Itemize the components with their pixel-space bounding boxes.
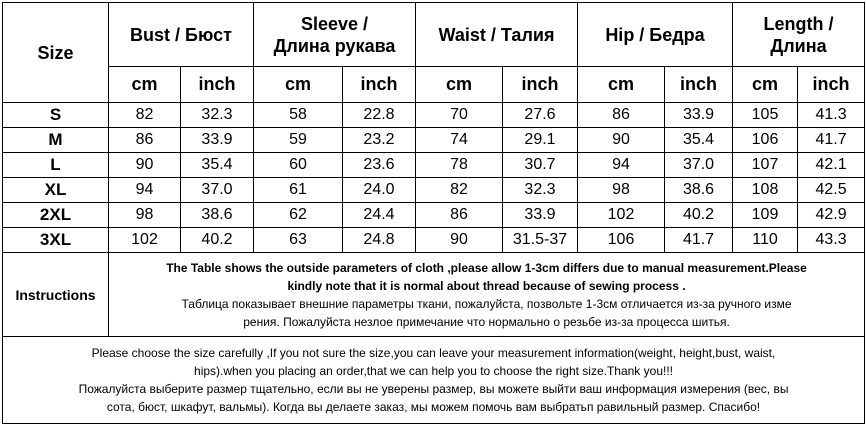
sleeve-header-line-2: Длина рукава [273, 35, 396, 56]
table-row [3, 103, 865, 128]
notice-ru-line-2: сота, бюст, шкафут, вальмы). Когда вы делаете заказ, мы можем помочь вам выбратьп равильный размер. Спасибо! [106, 400, 761, 414]
instructions-ru-line-1: Таблица показывает внешние параметры ткани, пожалуйста, позвольте 1-3см отличается из-за ручного изме [181, 296, 792, 311]
waist-inch-cell: 29.1 [503, 128, 578, 153]
unit-cm: cm [109, 67, 181, 103]
hip-inch-cell: 40.2 [665, 203, 733, 228]
sleeve-inch-cell: 23.6 [343, 153, 416, 178]
sleeve-cm-cell: 63 [254, 228, 343, 253]
hip-cm-cell: 102 [578, 203, 665, 228]
hip-cm-cell: 90 [578, 128, 665, 153]
length-cm-cell: 109 [733, 203, 798, 228]
bust-cm-cell: 82 [109, 103, 181, 128]
table-row [3, 128, 865, 153]
unit-cm: cm [416, 67, 503, 103]
size-cell: S [3, 103, 109, 128]
length-inch-cell: 42.9 [798, 203, 865, 228]
length-cm-cell: 105 [733, 103, 798, 128]
size-cell: M [3, 128, 109, 153]
hip-inch-cell: 41.7 [665, 228, 733, 253]
sleeve-inch-cell: 22.8 [343, 103, 416, 128]
waist-header: Waist / Талия [416, 3, 578, 67]
unit-inch: inch [798, 67, 865, 103]
waist-cm-cell: 70 [416, 103, 503, 128]
notice-en-line-1: Please choose the size carefully ,If you not sure the size,you can leave your measurement information(weight, height,bust, waist, [91, 346, 776, 360]
length-cm-cell: 110 [733, 228, 798, 253]
bust-inch-cell: 32.3 [181, 103, 254, 128]
length-inch-cell: 43.3 [798, 228, 865, 253]
length-inch-cell: 42.5 [798, 178, 865, 203]
size-cell: XL [3, 178, 109, 203]
length-cm-cell: 106 [733, 128, 798, 153]
hip-header: Hip / Бедра [578, 3, 733, 67]
sleeve-cm-cell: 61 [254, 178, 343, 203]
unit-inch: inch [181, 67, 254, 103]
notice-row [3, 337, 865, 424]
sleeve-inch-cell: 24.4 [343, 203, 416, 228]
unit-inch: inch [665, 67, 733, 103]
waist-cm-cell: 78 [416, 153, 503, 178]
instructions-en-line-2: kindly note that it is normal about thread because of sewing process . [287, 278, 686, 293]
length-header: Length / Длина [733, 3, 865, 67]
length-inch-cell: 42.1 [798, 153, 865, 178]
size-header: Size [3, 3, 109, 103]
sleeve-cm-cell: 59 [254, 128, 343, 153]
waist-inch-cell: 27.6 [503, 103, 578, 128]
size-cell: L [3, 153, 109, 178]
unit-inch: inch [503, 67, 578, 103]
bust-cm-cell: 90 [109, 153, 181, 178]
length-cm-cell: 108 [733, 178, 798, 203]
sleeve-inch-cell: 24.0 [343, 178, 416, 203]
unit-inch: inch [343, 67, 416, 103]
instructions-en-line-1: The Table shows the outside parameters of cloth ,please allow 1-3cm differs due to manual measurement.Please [166, 260, 807, 275]
hip-cm-cell: 86 [578, 103, 665, 128]
length-inch-cell: 41.7 [798, 128, 865, 153]
header-row [3, 3, 865, 67]
waist-cm-cell: 90 [416, 228, 503, 253]
waist-inch-cell: 33.9 [503, 203, 578, 228]
waist-cm-cell: 82 [416, 178, 503, 203]
sleeve-cm-cell: 60 [254, 153, 343, 178]
hip-cm-cell: 98 [578, 178, 665, 203]
hip-inch-cell: 33.9 [665, 103, 733, 128]
bust-cm-cell: 98 [109, 203, 181, 228]
length-inch-cell: 41.3 [798, 103, 865, 128]
size-cell: 2XL [3, 203, 109, 228]
hip-inch-cell: 35.4 [665, 128, 733, 153]
hip-cm-cell: 94 [578, 153, 665, 178]
sleeve-header-line-1: Sleeve / [300, 13, 369, 34]
table-row [3, 203, 865, 228]
waist-cm-cell: 86 [416, 203, 503, 228]
bust-cm-cell: 86 [109, 128, 181, 153]
unit-cm: cm [733, 67, 798, 103]
waist-cm-cell: 74 [416, 128, 503, 153]
bust-inch-cell: 35.4 [181, 153, 254, 178]
table-row [3, 153, 865, 178]
unit-cm: cm [254, 67, 343, 103]
length-cm-cell: 107 [733, 153, 798, 178]
table-row [3, 228, 865, 253]
waist-inch-cell: 32.3 [503, 178, 578, 203]
waist-inch-cell: 31.5-37 [503, 228, 578, 253]
bust-inch-cell: 33.9 [181, 128, 254, 153]
sleeve-header [254, 3, 416, 67]
bust-inch-cell: 38.6 [181, 203, 254, 228]
hip-inch-cell: 37.0 [665, 153, 733, 178]
bust-inch-cell: 37.0 [181, 178, 254, 203]
instructions-label: Instructions [3, 253, 109, 337]
hip-inch-cell: 38.6 [665, 178, 733, 203]
sleeve-inch-cell: 24.8 [343, 228, 416, 253]
bust-cm-cell: 94 [109, 178, 181, 203]
notice-text [3, 337, 865, 424]
unit-cm: cm [578, 67, 665, 103]
notice-en-line-2: hips).when you placing an order,that we can help you to choose the right size.Thank you!!! [194, 364, 673, 378]
unit-row [3, 67, 865, 103]
sleeve-cm-cell: 62 [254, 203, 343, 228]
bust-header: Bust / Бюст [109, 3, 254, 67]
bust-cm-cell: 102 [109, 228, 181, 253]
table-row [3, 178, 865, 203]
hip-cm-cell: 106 [578, 228, 665, 253]
instructions-ru-line-2: рения. Пожалуйста незлое примечание что нормально о резьбе из-за процесса шитья. [243, 314, 730, 329]
instructions-row [3, 253, 865, 337]
waist-inch-cell: 30.7 [503, 153, 578, 178]
notice-ru-line-1: Пожалуйста выберите размер тщательно, если вы не уверены размер, вы можете выйти ваш информация измерения (вес, вы [78, 382, 789, 396]
sleeve-inch-cell: 23.2 [343, 128, 416, 153]
size-table [2, 2, 865, 424]
bust-inch-cell: 40.2 [181, 228, 254, 253]
sleeve-cm-cell: 58 [254, 103, 343, 128]
instructions-text [109, 253, 865, 337]
size-cell: 3XL [3, 228, 109, 253]
